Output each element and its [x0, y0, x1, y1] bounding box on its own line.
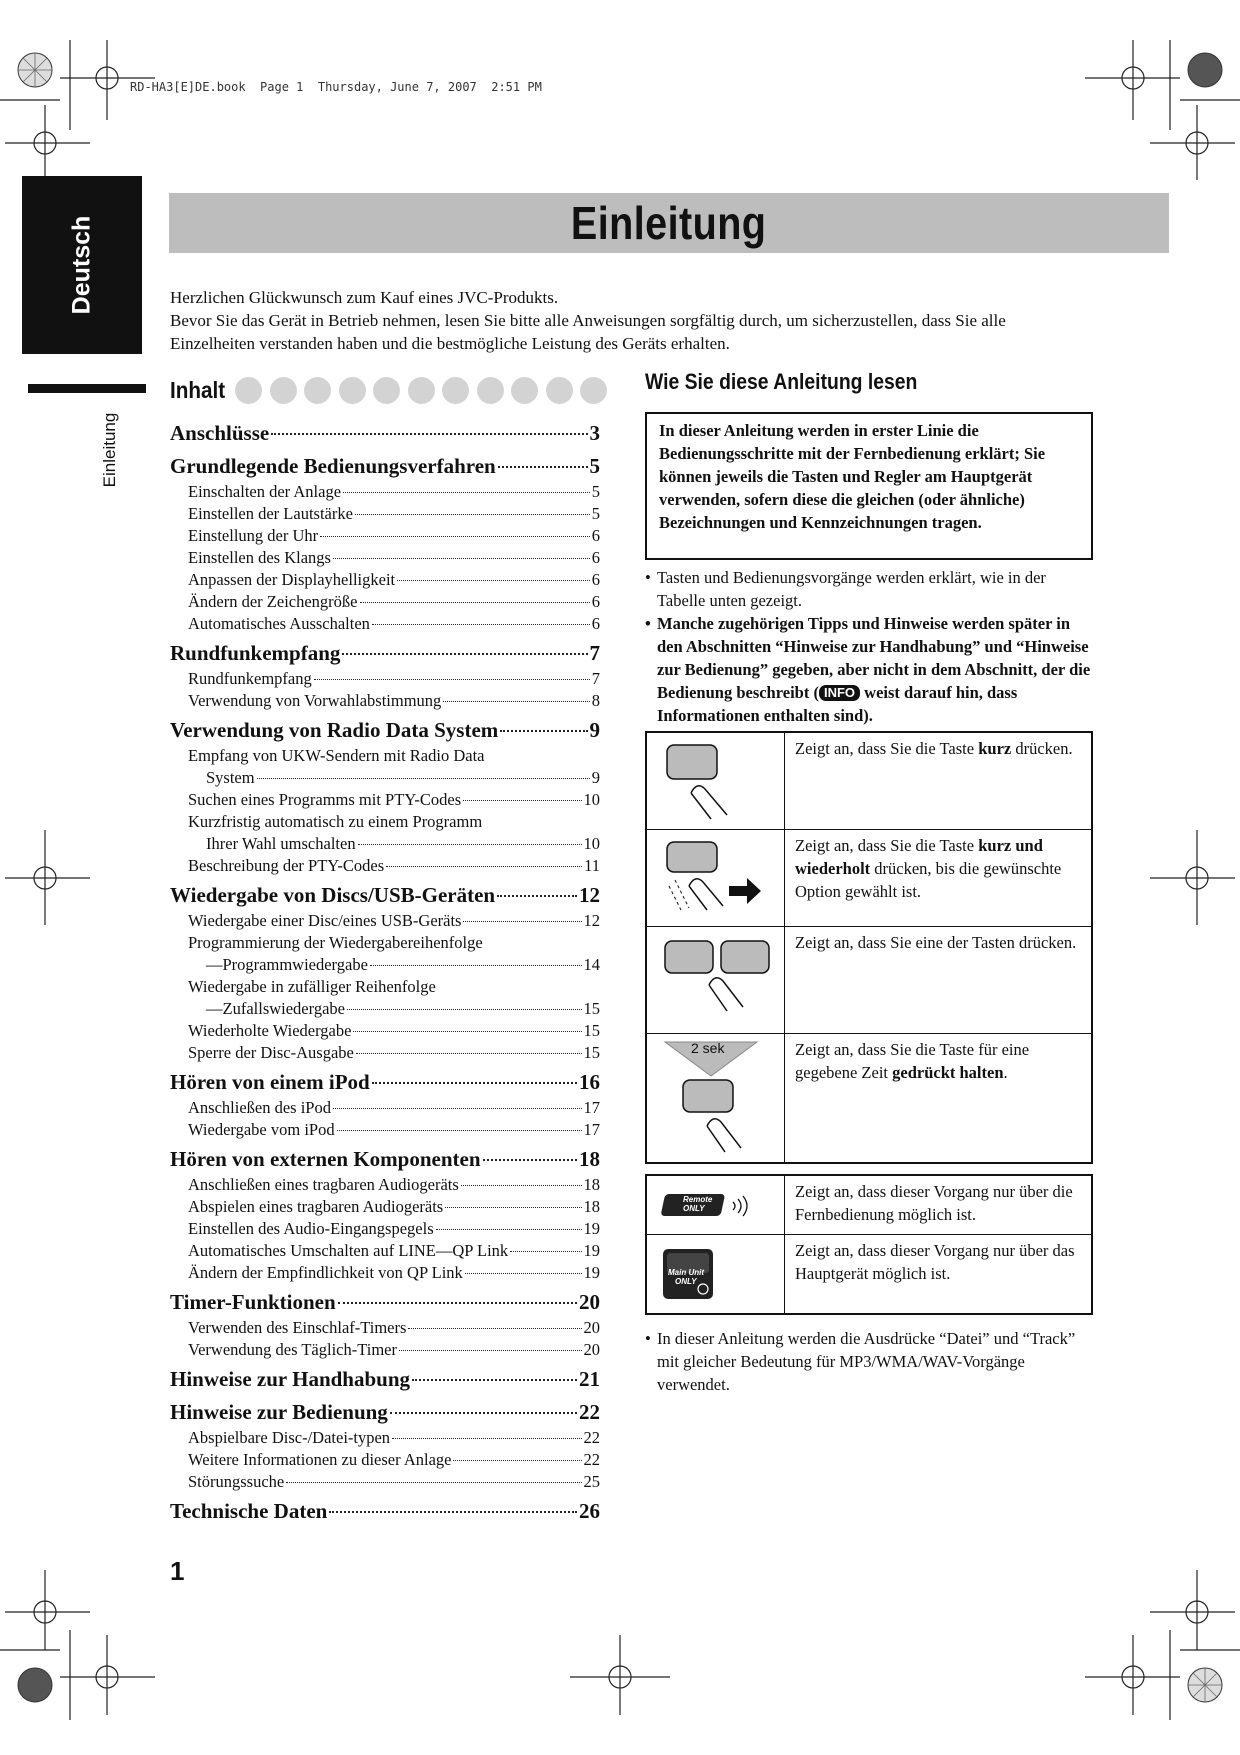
table-of-contents — [170, 415, 600, 1526]
legend-text: Zeigt an, dass dieser Vorgang nur über das Hauptgerät möglich ist. — [795, 1241, 1075, 1283]
hold-duration-label: 2 sek — [691, 1040, 725, 1056]
leader-dots — [360, 602, 590, 603]
leader-dots — [353, 1031, 581, 1032]
toc-item — [170, 1097, 600, 1119]
toc-item — [170, 954, 600, 976]
leader-dots — [342, 653, 587, 655]
toc-section — [170, 419, 600, 448]
leader-dots — [412, 1379, 577, 1381]
legend-row — [647, 1176, 1091, 1234]
decor-dot — [546, 377, 573, 404]
toc-page: 15 — [583, 1021, 600, 1040]
toc-page: 8 — [591, 691, 600, 710]
language-tab-label: Deutsch — [67, 215, 96, 315]
toc-page: 19 — [583, 1241, 600, 1260]
toc-section-title: Rundfunkempfang — [170, 641, 341, 665]
leader-dots — [257, 778, 590, 779]
leader-dots — [461, 1185, 582, 1186]
toc-page: 5 — [589, 454, 600, 478]
toc-section — [170, 1497, 600, 1526]
bottom-note-text: In dieser Anleitung werden die Ausdrücke “Datei” und “Track” mit gleicher Bedeutung für MP3/WMA/WAV-Vorgänge verwendet. — [657, 1329, 1076, 1394]
toc-item-title: Störungssuche — [188, 1472, 285, 1491]
toc-item — [170, 668, 600, 690]
leader-dots — [498, 466, 588, 468]
toc-item-title: Suchen eines Programms mit PTY-Codes — [188, 790, 462, 809]
toc-page: 19 — [583, 1263, 600, 1282]
leader-dots — [500, 730, 587, 732]
remote-icon-label-1: Remote — [683, 1195, 713, 1204]
leader-dots — [399, 1350, 582, 1351]
hold-icon — [647, 1034, 785, 1163]
leader-dots — [333, 1108, 582, 1109]
toc-page: 9 — [591, 768, 600, 787]
toc-item-line: Wiedergabe in zufälliger Reihenfolge — [188, 977, 436, 996]
toc-item-title: Sperre der Disc-Ausgabe — [188, 1043, 354, 1062]
toc-item-title: Ändern der Empfindlichkeit von QP Link — [188, 1263, 463, 1282]
decor-dot — [373, 377, 400, 404]
legend-text: Zeigt an, dass Sie eine der Tasten drücken. — [795, 933, 1077, 952]
legend-text: Zeigt an, dass Sie die Taste für eine gegebene Zeit gedrückt halten. — [795, 1040, 1030, 1082]
toc-item-line: Programmierung der Wiedergabereihenfolge — [188, 933, 483, 952]
main-unit-only-icon — [647, 1235, 785, 1314]
decor-dot — [477, 377, 504, 404]
toc-section-title: Hören von einem iPod — [170, 1070, 370, 1094]
main-unit-icon-label-2: ONLY — [675, 1277, 697, 1286]
press-icon — [647, 733, 785, 829]
two-buttons-icon — [647, 927, 785, 1034]
toc-item — [170, 789, 600, 811]
toc-item — [170, 1317, 600, 1339]
toc-page: 6 — [591, 548, 600, 567]
leader-dots — [356, 1053, 582, 1054]
toc-page: 18 — [583, 1197, 600, 1216]
toc-item-title: Beschreibung der PTY-Codes — [188, 856, 385, 875]
leader-dots — [390, 1412, 577, 1414]
leader-dots — [392, 1438, 581, 1439]
toc-item — [170, 547, 600, 569]
toc-item-title: Weitere Informationen zu dieser Anlage — [188, 1450, 452, 1469]
toc-item — [170, 833, 600, 855]
toc-heading — [170, 377, 615, 404]
toc-item-title: Einschalten der Anlage — [188, 482, 342, 501]
toc-item — [170, 1449, 600, 1471]
decor-dot — [408, 377, 435, 404]
leader-dots — [358, 844, 582, 845]
toc-item — [170, 591, 600, 613]
toc-item-line: Kurzfristig automatisch zu einem Programm — [188, 812, 483, 831]
toc-item — [170, 910, 600, 932]
toc-section — [170, 452, 600, 481]
toc-item-title: Rundfunkempfang — [188, 669, 312, 688]
toc-page: 26 — [579, 1499, 600, 1523]
title-bar — [169, 193, 1169, 253]
bullet-text: Manche zugehörigen Tipps und Hinweise werden später in den Abschnitten “Hinweise zur Handhabung” und “Hinweise zur Bedienung” gegeben, aber nicht in dem Abschnitt, der die Bedienung beschreibt ( — [657, 614, 1091, 702]
leader-dots — [372, 1082, 577, 1084]
toc-item-title: Verwenden des Einschlaf-Timers — [188, 1318, 407, 1337]
toc-page: 5 — [591, 482, 600, 501]
toc-item-line: Empfang von UKW-Sendern mit Radio Data — [188, 746, 485, 765]
toc-item — [170, 1119, 600, 1141]
toc-item — [170, 1471, 600, 1493]
toc-page: 6 — [591, 592, 600, 611]
toc-section-title: Wiedergabe von Discs/USB-Geräten — [170, 883, 496, 907]
leader-dots — [445, 1207, 581, 1208]
legend-row — [647, 926, 1091, 1034]
note-box: In dieser Anleitung werden in erster Linie die Bedienungsschritte mit der Fernbedienung erklärt; Sie können jeweils die Tasten und Regler am Hauptgerät verwenden, sofern diese die gleichen (oder ähnliche) Bezeichnungen und Kennzeichnungen tragen. — [645, 412, 1093, 560]
toc-item-title: Wiederholte Wiedergabe — [188, 1021, 352, 1040]
toc-page: 16 — [579, 1070, 600, 1094]
leader-dots — [329, 1511, 577, 1513]
toc-page: 5 — [591, 504, 600, 523]
toc-section-title: Hinweise zur Bedienung — [170, 1400, 388, 1424]
toc-section — [170, 639, 600, 668]
language-tab — [22, 176, 142, 354]
bottom-note: • In dieser Anleitung werden die Ausdrücke “Datei” und “Track” mit gleicher Bedeutung für MP3/WMA/WAV-Vorgänge verwendet. — [645, 1327, 1095, 1396]
bullet-item: • Manche zugehörigen Tipps und Hinweise werden später in den Abschnitten “Hinweise zur Handhabung” und “Hinweise zur Bedienung” gegeben, aber nicht in dem Abschnitt, der die Bedienung beschreibt ( INFO weist darauf hin, dass Informationen enthalten sind). — [645, 614, 1091, 725]
toc-item-title: Ändern der Zeichengröße — [188, 592, 358, 611]
legend-row — [647, 1234, 1091, 1314]
section-label-text: Einleitung — [100, 412, 119, 488]
decor-dot — [304, 377, 331, 404]
toc-item — [170, 613, 600, 635]
toc-page: 19 — [583, 1219, 600, 1238]
toc-page: 12 — [583, 911, 600, 930]
leader-dots — [408, 1328, 581, 1329]
toc-item-title: Anschließen eines tragbaren Audiogeräts — [188, 1175, 459, 1194]
toc-page: 10 — [583, 834, 600, 853]
leader-dots — [463, 921, 581, 922]
toc-item-title: —Programmwiedergabe — [206, 955, 368, 974]
leader-dots — [271, 433, 587, 435]
toc-item-title: Automatisches Ausschalten — [188, 614, 370, 633]
repeat-press-icon — [647, 830, 785, 927]
toc-section-title: Hören von externen Komponenten — [170, 1147, 481, 1171]
bullet-text: Tasten und Bedienungsvorgänge werden erklärt, wie in der Tabelle unten gezeigt. — [657, 568, 1046, 610]
section-label — [90, 400, 130, 500]
toc-section-title: Hinweise zur Handhabung — [170, 1367, 411, 1391]
leader-dots — [497, 895, 577, 897]
toc-page: 18 — [579, 1147, 600, 1171]
leader-dots — [355, 514, 590, 515]
leader-dots — [337, 1130, 582, 1131]
toc-item-title: Einstellung der Uhr — [188, 526, 319, 545]
toc-page: 18 — [583, 1175, 600, 1194]
toc-page: 11 — [584, 856, 600, 875]
toc-item-title: Abspielen eines tragbaren Audiogeräts — [188, 1197, 444, 1216]
toc-page: 20 — [583, 1340, 600, 1359]
toc-page: 17 — [583, 1098, 600, 1117]
legend-row — [647, 1033, 1091, 1163]
leader-dots — [343, 492, 590, 493]
toc-page: 15 — [583, 999, 600, 1018]
toc-section — [170, 1145, 600, 1174]
toc-heading-label: Inhalt — [170, 377, 226, 403]
toc-item — [170, 569, 600, 591]
toc-page: 9 — [589, 718, 600, 742]
how-to-read-heading: Wie Sie diese Anleitung lesen — [645, 369, 918, 394]
info-icon: INFO — [819, 685, 860, 701]
leader-dots — [320, 536, 590, 537]
leader-dots — [372, 624, 590, 625]
toc-item-title: Automatisches Umschalten auf LINE—QP Link — [188, 1241, 509, 1260]
legend-text: Zeigt an, dass dieser Vorgang nur über die Fernbedienung möglich ist. — [795, 1182, 1073, 1224]
toc-item — [170, 855, 600, 877]
toc-section — [170, 1365, 600, 1394]
device-legend-table — [645, 1174, 1093, 1315]
remote-only-icon — [647, 1176, 785, 1234]
decor-dot — [339, 377, 366, 404]
leader-dots — [443, 701, 589, 702]
toc-page: 22 — [583, 1428, 600, 1447]
toc-item-title: Wiedergabe vom iPod — [188, 1120, 335, 1139]
decor-dot — [235, 377, 262, 404]
toc-item — [170, 503, 600, 525]
toc-page: 15 — [583, 1043, 600, 1062]
toc-section-title: Anschlüsse — [170, 421, 270, 445]
toc-section-title: Technische Daten — [170, 1499, 328, 1523]
toc-page: 7 — [589, 641, 600, 665]
leader-dots — [314, 679, 590, 680]
toc-page: 3 — [589, 421, 600, 445]
leader-dots — [333, 558, 590, 559]
toc-page: 21 — [579, 1367, 600, 1391]
toc-item — [170, 481, 600, 503]
leader-dots — [347, 1009, 582, 1010]
leader-dots — [386, 866, 582, 867]
toc-page: 6 — [591, 570, 600, 589]
bullet-item: • Tasten und Bedienungsvorgänge werden erklärt, wie in der Tabelle unten gezeigt. — [645, 566, 1095, 612]
page-number: 1 — [170, 1556, 185, 1586]
print-header: RD-HA3[E]DE.book Page 1 Thursday, June 7, 2007 2:51 PM — [130, 80, 542, 94]
toc-item — [170, 1427, 600, 1449]
toc-item-title: Einstellen der Lautstärke — [188, 504, 353, 523]
toc-item-title: Verwendung von Vorwahlabstimmung — [188, 691, 442, 710]
legend-text: Zeigt an, dass Sie die Taste kurz drücken. — [795, 739, 1073, 758]
toc-section — [170, 1288, 600, 1317]
toc-page: 20 — [579, 1290, 600, 1314]
toc-item — [170, 998, 600, 1020]
toc-item — [170, 1262, 600, 1284]
toc-page: 10 — [583, 790, 600, 809]
toc-section-title: Verwendung von Radio Data System — [170, 718, 499, 742]
leader-dots — [397, 580, 590, 581]
leader-dots — [338, 1302, 577, 1304]
main-unit-icon-label-1: Main Unit — [668, 1268, 704, 1277]
decor-dot — [270, 377, 297, 404]
toc-page: 6 — [591, 614, 600, 633]
page-title: Einleitung — [571, 197, 767, 249]
leader-dots — [370, 965, 582, 966]
toc-item-title: Wiedergabe einer Disc/eines USB-Geräts — [188, 911, 462, 930]
toc-item — [170, 1339, 600, 1361]
toc-section — [170, 716, 600, 745]
toc-item — [170, 1020, 600, 1042]
leader-dots — [463, 800, 581, 801]
leader-dots — [453, 1460, 581, 1461]
toc-page: 6 — [591, 526, 600, 545]
leader-dots — [510, 1251, 581, 1252]
toc-item-title: Einstellen des Audio-Eingangspegels — [188, 1219, 434, 1238]
toc-page: 12 — [579, 883, 600, 907]
toc-item — [170, 1174, 600, 1196]
toc-item-title: Anschließen des iPod — [188, 1098, 331, 1117]
toc-item — [170, 1196, 600, 1218]
toc-page: 22 — [583, 1450, 600, 1469]
toc-section — [170, 1398, 600, 1427]
toc-page: 17 — [583, 1120, 600, 1139]
legend-row — [647, 733, 1091, 829]
toc-page: 25 — [583, 1472, 600, 1491]
legend-text: Zeigt an, dass Sie die Taste kurz und wiederholt drücken, bis die gewünschte Option gewählt ist. — [795, 836, 1062, 901]
toc-page: 22 — [579, 1400, 600, 1424]
intro-text — [170, 286, 1130, 355]
remote-icon-label-2: ONLY — [683, 1204, 705, 1213]
toc-item-title: Ihrer Wahl umschalten — [206, 834, 356, 853]
toc-section-title: Grundlegende Bedienungsverfahren — [170, 454, 496, 478]
toc-page: 14 — [583, 955, 600, 974]
toc-item — [170, 690, 600, 712]
toc-page: 7 — [591, 669, 600, 688]
toc-item-title: —Zufallswiedergabe — [206, 999, 345, 1018]
leader-dots — [483, 1159, 577, 1161]
toc-item-title: Abspielbare Disc-/Datei-typen — [188, 1428, 391, 1447]
toc-section-title: Timer-Funktionen — [170, 1290, 336, 1314]
toc-item-title: Anpassen der Displayhelligkeit — [188, 570, 396, 589]
legend-row — [647, 829, 1091, 927]
leader-dots — [436, 1229, 582, 1230]
toc-item — [170, 1042, 600, 1064]
decor-dot — [442, 377, 469, 404]
leader-dots — [465, 1273, 582, 1274]
toc-page: 20 — [583, 1318, 600, 1337]
toc-item-title: Einstellen des Klangs — [188, 548, 331, 567]
toc-item — [170, 1218, 600, 1240]
intro-line: Bevor Sie das Gerät in Betrieb nehmen, lesen Sie bitte alle Anweisungen sorgfältig durch, um sicherzustellen, dass Sie alle — [170, 311, 1006, 330]
decor-dot — [511, 377, 538, 404]
decor-dot — [580, 377, 607, 404]
toc-item-title: Verwendung des Täglich-Timer — [188, 1340, 397, 1359]
intro-line: Herzlichen Glückwunsch zum Kauf eines JVC-Produkts. — [170, 288, 559, 307]
intro-line: Einzelheiten verstanden haben und die bestmögliche Leistung des Geräts erhalten. — [170, 334, 730, 353]
leader-dots — [286, 1482, 581, 1483]
toc-section — [170, 881, 600, 910]
toc-item — [170, 1240, 600, 1262]
bullet-text: weist darauf hin, dass Informationen enthalten sind). — [657, 683, 1018, 725]
toc-section — [170, 1068, 600, 1097]
toc-item — [170, 525, 600, 547]
toc-item — [170, 767, 600, 789]
toc-item-title: System — [206, 768, 255, 787]
bullet-list — [645, 566, 1095, 727]
section-marker-bar — [28, 384, 146, 393]
button-legend-table — [645, 731, 1093, 1164]
